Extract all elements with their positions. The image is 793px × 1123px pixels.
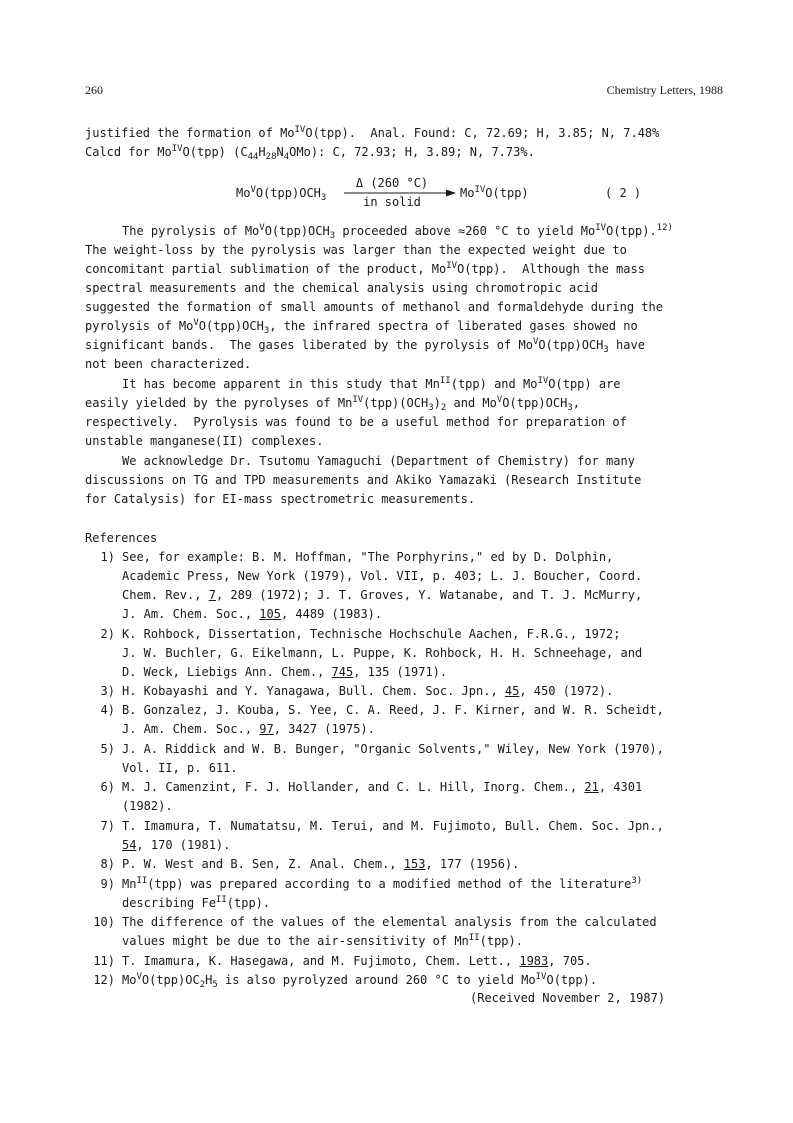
reference-number: 2) bbox=[100, 627, 115, 641]
body-line: discussions on TG and TPD measurements and Akiko Yamazaki (Research Institute bbox=[85, 473, 642, 487]
references-heading: References bbox=[85, 531, 158, 545]
reference-line: J. W. Buchler, G. Eikelmann, L. Puppe, K. Rohbock, H. H. Schneehage, and bbox=[122, 646, 643, 660]
reference-number: 10) bbox=[93, 915, 115, 929]
reference-line: H. Kobayashi and Y. Yanagawa, Bull. Chem. Soc. Jpn., 45, 450 (1972). bbox=[122, 684, 614, 698]
reference-line: T. Imamura, T. Numatatsu, M. Terui, and M. Fujimoto, Bull. Chem. Soc. Jpn., bbox=[122, 819, 664, 833]
body-line: easily yielded by the pyrolyses of $Mn^{IV}(tpp)(OCH_3)_2$ and $Mo^VO(tpp)OCH_3$, bbox=[85, 395, 580, 413]
reference-line: T. Imamura, K. Hasegawa, and M. Fujimoto, Chem. Lett., 1983, 705. bbox=[122, 954, 592, 968]
journal-header: Chemistry Letters, 1988 bbox=[606, 83, 723, 97]
reference-line: See, for example: B. M. Hoffman, "The Porphyrins," ed by D. Dolphin, bbox=[122, 550, 614, 564]
reference-line: Chem. Rev., 7, 289 (1972); J. T. Groves, Y. Watanabe, and T. J. McMurry, bbox=[122, 588, 643, 602]
page-number: 260 bbox=[85, 83, 103, 97]
reference-line: P. W. West and B. Sen, Z. Anal. Chem., 153, 177 (1956). bbox=[122, 857, 520, 871]
reference-line: values might be due to the air-sensitivity of $Mn^{II}(tpp)$. bbox=[122, 933, 523, 948]
reference-number: 6) bbox=[100, 780, 115, 794]
reference-line: J. Am. Chem. Soc., 105, 4489 (1983). bbox=[122, 607, 383, 621]
body-line: respectively. Pyrolysis was found to be a useful method for preparation of bbox=[85, 415, 627, 429]
body-line: The weight-loss by the pyrolysis was larger than the expected weight due to bbox=[85, 243, 627, 257]
body-line: significant bands. The gases liberated by the pyrolysis of $Mo^VO(tpp)OCH_3$ have bbox=[85, 337, 645, 355]
reference-line: The difference of the values of the elemental analysis from the calculated bbox=[122, 915, 657, 929]
reference-line: M. J. Camenzint, F. J. Hollander, and C. L. Hill, Inorg. Chem., 21, 4301 bbox=[122, 780, 643, 794]
body-line: It has become apparent in this study that $Mn^{II}(tpp)$ and $Mo^{IV}O(tpp)$ are bbox=[122, 376, 621, 391]
body-line: Calcd for $Mo^{IV}O(tpp)$ $(C_{44}H_{28}N_4OMo)$: C, 72.93; H, 3.89; N, 7.73%. bbox=[85, 144, 535, 162]
body-line: pyrolysis of $Mo^VO(tpp)OCH_3$, the infrared spectra of liberated gases showed no bbox=[85, 318, 638, 336]
received-date: (Received November 2, 1987) bbox=[470, 991, 666, 1005]
reference-line: J. A. Riddick and W. B. Bunger, "Organic Solvents," Wiley, New York (1970), bbox=[122, 742, 664, 756]
reference-line: D. Weck, Liebigs Ann. Chem., 745, 135 (1971). bbox=[122, 665, 448, 679]
body-line: suggested the formation of small amounts of methanol and formaldehyde during the bbox=[85, 300, 663, 314]
reference-line: Academic Press, New York (1979), Vol. VII, p. 403; L. J. Boucher, Coord. bbox=[122, 569, 643, 583]
equation-number: ( 2 ) bbox=[605, 186, 642, 200]
body-line: unstable manganese(II) complexes. bbox=[85, 434, 324, 448]
reference-line: (1982). bbox=[122, 799, 173, 813]
reference-line: Vol. II, p. 611. bbox=[122, 761, 238, 775]
reference-number: 12) bbox=[93, 973, 115, 987]
reference-number: 7) bbox=[100, 819, 115, 833]
reference-line: K. Rohbock, Dissertation, Technische Hochschule Aachen, F.R.G., 1972; bbox=[122, 627, 621, 641]
body-line: We acknowledge Dr. Tsutomu Yamaguchi (Department of Chemistry) for many bbox=[122, 454, 635, 468]
reference-line: 54, 170 (1981). bbox=[122, 838, 231, 852]
reference-number: 4) bbox=[100, 703, 115, 717]
reaction-condition: Δ (260 °C) bbox=[355, 176, 429, 190]
reference-number: 8) bbox=[100, 857, 115, 871]
reference-number: 1) bbox=[100, 550, 115, 564]
reference-line: $Mo^VO(tpp)OC_2H_5$ is also pyrolyzed around 260 °C to yield $Mo^{IV}O(tpp)$. bbox=[122, 972, 598, 990]
reference-number: 5) bbox=[100, 742, 115, 756]
body-line: for Catalysis) for EI-mass spectrometric measurements. bbox=[85, 492, 476, 506]
body-line: The pyrolysis of $Mo^VO(tpp)OCH_3$ proceeded above ≈260 °C to yield $Mo^{IV}O(tpp).^{12)}$ bbox=[122, 223, 673, 241]
reference-line: describing $Fe^{II}(tpp)$. bbox=[122, 895, 271, 910]
body-line: justified the formation of $Mo^{IV}O(tpp)$. Anal. Found: C, 72.69; H, 3.85; N, 7.48% bbox=[85, 125, 660, 140]
reference-line: B. Gonzalez, J. Kouba, S. Yee, C. A. Reed, J. F. Kirner, and W. R. Scheidt, bbox=[122, 703, 664, 717]
reaction-medium: in solid bbox=[363, 195, 421, 209]
equation-reactant: $Mo^VO(tpp)OCH_3$ bbox=[236, 185, 327, 203]
body-line: not been characterized. bbox=[85, 357, 252, 371]
reference-number: 9) bbox=[100, 877, 115, 891]
reference-number: 3) bbox=[100, 684, 115, 698]
reaction-equation bbox=[0, 176, 793, 210]
reference-line: $Mn^{II}(tpp)$ was prepared according to a modified method of the literature$^{3)}$ bbox=[122, 876, 643, 891]
body-line: spectral measurements and the chemical analysis using chromotropic acid bbox=[85, 281, 598, 295]
reference-line: J. Am. Chem. Soc., 97, 3427 (1975). bbox=[122, 722, 375, 736]
equation-product: $Mo^{IV}O(tpp)$ bbox=[460, 185, 529, 200]
reference-number: 11) bbox=[93, 954, 115, 968]
reaction-arrow bbox=[344, 176, 456, 210]
body-line: concomitant partial sublimation of the product, $Mo^{IV}O(tpp)$. Although the mass bbox=[85, 261, 645, 276]
